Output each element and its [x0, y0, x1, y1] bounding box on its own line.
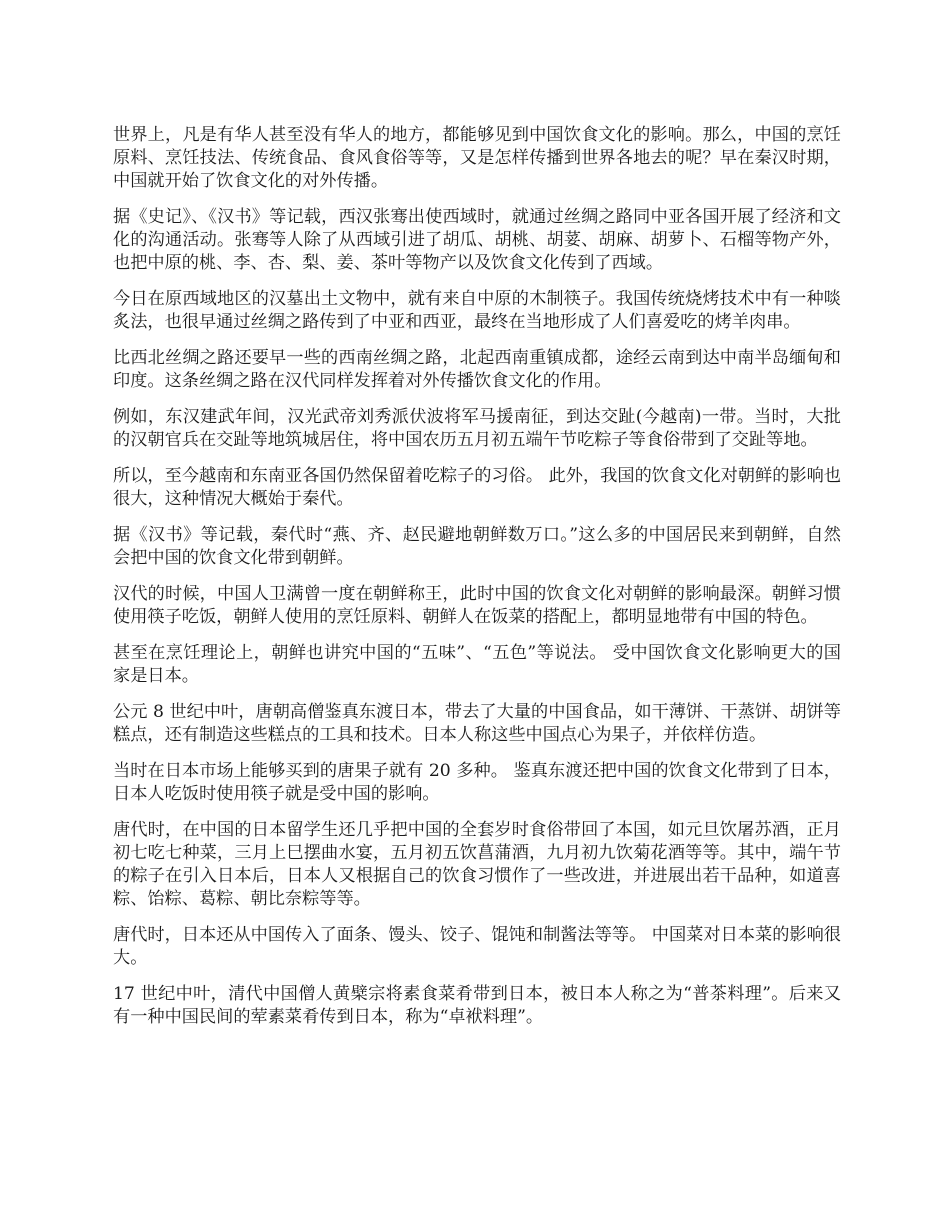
paragraph: 唐代时，在中国的日本留学生还几乎把中国的全套岁时食俗带回了本国，如元旦饮屠苏酒，正月初七吃七种菜，三月上巳摆曲水宴，五月初五饮菖蒲酒，九月初九饮菊花酒等等。其中，端午节的粽子在引入日本后，日本人又根据自己的饮食习惯作了一些改进，并进展出若干品种，如道喜粽、饴粽、葛粽、朝比奈粽等等。: [113, 820, 841, 909]
paragraph: 公元 8 世纪中叶，唐朝高僧鉴真东渡日本，带去了大量的中国食品，如干薄饼、干蒸饼、胡饼等糕点，还有制造这些糕点的工具和技术。日本人称这些中国点心为果子，并依样仿造。: [113, 702, 841, 745]
paragraph: 比西北丝绸之路还要早一些的西南丝绸之路，北起西南重镇成都，途经云南到达中南半岛缅甸和印度。这条丝绸之路在汉代同样发挥着对外传播饮食文化的作用。: [113, 348, 841, 391]
paragraph: 唐代时，日本还从中国传入了面条、馒头、饺子、馄饨和制酱法等等。 中国菜对日本菜的影响很大。: [113, 925, 841, 968]
paragraph: 世界上，凡是有华人甚至没有华人的地方，都能够见到中国饮食文化的影响。那么，中国的烹饪原料、烹饪技法、传统食品、食风食俗等等，又是怎样传播到世界各地去的呢？早在秦汉时期，中国就开始了饮食文化的对外传播。: [113, 125, 841, 191]
paragraph: 据《汉书》等记载，秦代时“燕、齐、赵民避地朝鲜数万口。”这么多的中国居民来到朝鲜，自然会把中国的饮食文化带到朝鲜。: [113, 525, 841, 568]
paragraph: 所以，至今越南和东南亚各国仍然保留着吃粽子的习俗。 此外，我国的饮食文化对朝鲜的影响也很大，这种情况大概始于秦代。: [113, 466, 841, 509]
paragraph: 17 世纪中叶，清代中国僧人黄檗宗将素食菜肴带到日本，被日本人称之为“普茶料理”。后来又有一种中国民间的荤素菜肴传到日本，称为“卓袱料理”。: [113, 984, 841, 1027]
paragraph: 据《史记》、《汉书》等记载，西汉张骞出使西域时，就通过丝绸之路同中亚各国开展了经济和文化的沟通活动。张骞等人除了从西域引进了胡瓜、胡桃、胡荽、胡麻、胡萝卜、石榴等物产外，也把中原的桃、李、杏、梨、姜、茶叶等物产以及饮食文化传到了西域。: [113, 207, 841, 273]
paragraph: 当时在日本市场上能够买到的唐果子就有 20 多种。 鉴真东渡还把中国的饮食文化带到了日本，日本人吃饭时使用筷子就是受中国的影响。: [113, 761, 841, 804]
paragraph: 今日在原西域地区的汉墓出土文物中，就有来自中原的木制筷子。我国传统烧烤技术中有一种啖炙法，也很早通过丝绸之路传到了中亚和西亚，最终在当地形成了人们喜爱吃的烤羊肉串。: [113, 289, 841, 332]
paragraph: 汉代的时候，中国人卫满曾一度在朝鲜称王，此时中国的饮食文化对朝鲜的影响最深。朝鲜习惯使用筷子吃饭，朝鲜人使用的烹饪原料、朝鲜人在饭菜的搭配上，都明显地带有中国的特色。: [113, 584, 841, 627]
paragraph: 甚至在烹饪理论上，朝鲜也讲究中国的“五味”、“五色”等说法。 受中国饮食文化影响更大的国家是日本。: [113, 643, 841, 686]
paragraph: 例如，东汉建武年间，汉光武帝刘秀派伏波将军马援南征，到达交趾(今越南)一带。当时，大批的汉朝官兵在交趾等地筑城居住，将中国农历五月初五端午节吃粽子等食俗带到了交趾等地。: [113, 407, 841, 450]
document-page: [113, 124, 841, 1042]
